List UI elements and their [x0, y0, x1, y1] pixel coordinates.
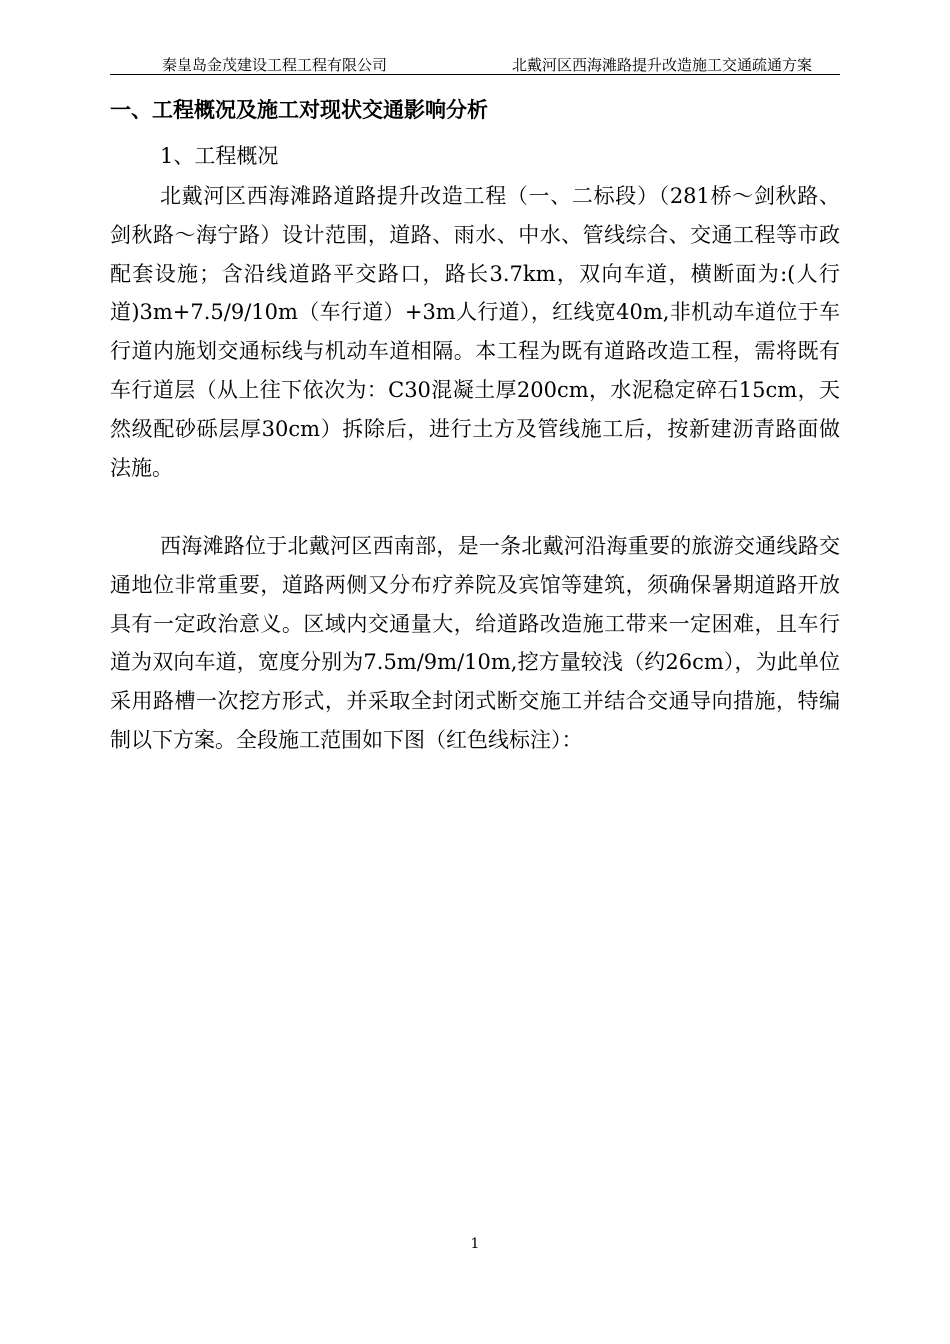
- header-company-name: 秦皇岛金茂建设工程工程有限公司: [162, 56, 388, 74]
- header-document-title: 北戴河区西海滩路提升改造施工交通疏通方案: [511, 56, 812, 74]
- page-header: [110, 54, 840, 76]
- page-number: 1: [470, 1236, 480, 1252]
- body-paragraph-project-overview: 北戴河区西海滩路道路提升改造工程（一、二标段）（281桥～剑秋路、剑秋路～海宁路）设计范围，道路、雨水、中水、管线综合、交通工程等市政配套设施；含沿线道路平交路口，路长3.7km，双向车道，横断面为:(人行道)3m+7.5/9/10m（车行道）+3m人行道），红线宽40m,非机动车道位于车行道内施划交通标线与机动车道相隔。本工程为既有道路改造工程，需将既有车行道层（从上往下依次为：C30混凝土厚200cm，水泥稳定碎石15cm，天然级配砂砾层厚30cm）拆除后，进行土方及管线施工后，按新建沥青路面做法施。: [110, 184, 840, 480]
- body-paragraph-traffic-analysis: 西海滩路位于北戴河区西南部，是一条北戴河沿海重要的旅游交通线路交通地位非常重要，道路两侧又分布疗养院及宾馆等建筑，须确保暑期道路开放具有一定政治意义。区域内交通量大，给道路改造施工带来一定困难，且车行道为双向车道，宽度分别为7.5m/9m/10m,挖方量较浅（约26cm），为此单位采用路槽一次挖方形式，并采取全封闭式断交施工并结合交通导向措施，特编制以下方案。全段施工范围如下图（红色线标注）：: [110, 534, 840, 752]
- header-divider: [110, 74, 840, 75]
- section-heading: 一、工程概况及施工对现状交通影响分析: [110, 98, 488, 122]
- subsection-heading: 1、工程概况: [160, 144, 279, 168]
